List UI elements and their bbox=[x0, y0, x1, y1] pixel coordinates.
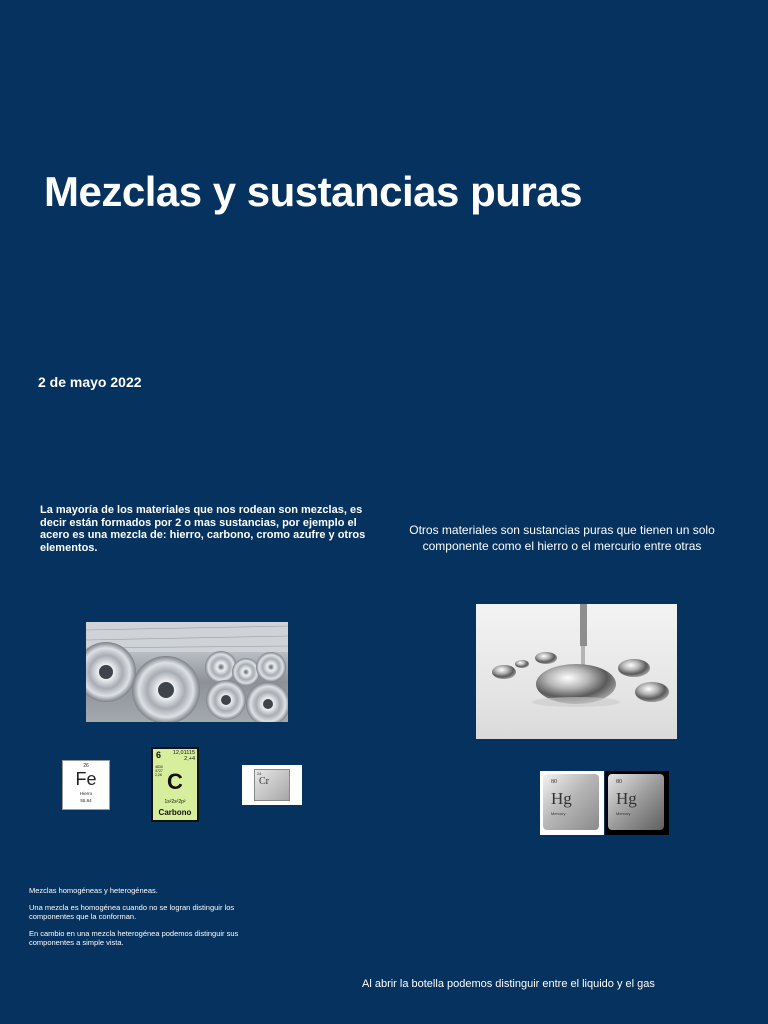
mixtures-paragraph bbox=[40, 504, 370, 554]
carbon-mass-value: 12,01115 bbox=[172, 750, 195, 756]
carbon-electron-config: 1s²2s²2p² bbox=[164, 799, 186, 805]
carbon-prop-3: 2,26 bbox=[155, 773, 162, 777]
mercury-tile-face bbox=[543, 774, 599, 830]
carbon-element-tile bbox=[151, 747, 199, 822]
mercury-symbol: Hg bbox=[551, 789, 572, 808]
iron-mass: 55.84 bbox=[80, 798, 92, 803]
carbon-prop-2: 3727 bbox=[155, 769, 163, 773]
pure-substances-paragraph: Otros materiales son sustancias puras que tienen un solo componente como el hierro o el mercurio entre otras bbox=[409, 523, 715, 553]
mixtures-keyword: mezclas bbox=[301, 504, 344, 516]
mercury-name: Mercury bbox=[551, 811, 566, 816]
mercury-tile-face bbox=[608, 774, 664, 830]
carbon-name: Carbono bbox=[158, 808, 192, 817]
bottle-caption: Al abrir la botella podemos distinguir entre el liquido y el gas bbox=[362, 978, 655, 990]
mixtures-text-end: , es decir están formados por 2 o mas sustancias, por ejemplo el acero es una mezcla de: hierro, carbono, cromo azufre y otros elementos. bbox=[40, 504, 366, 554]
carbon-oxidation-states: 2,+4 bbox=[184, 756, 195, 762]
mixture-types-heading: Mezclas homogéneas y heterogéneas. bbox=[29, 886, 158, 895]
mercury-symbol: Hg bbox=[616, 789, 637, 808]
chromium-atomic-number: 24 bbox=[257, 771, 262, 776]
mercury-drops-image bbox=[476, 604, 677, 739]
mercury-name: Mercury bbox=[616, 811, 631, 816]
mercury-element-tile-dark bbox=[605, 771, 669, 835]
mercury-atomic-number: 80 bbox=[616, 779, 622, 785]
mixture-types-section bbox=[29, 886, 279, 955]
chromium-element-tile bbox=[242, 765, 302, 805]
homogeneous-paragraph: Una mezcla es homogénea cuando no se logran distinguir los componentes que la conforman. bbox=[29, 903, 235, 921]
iron-name: Hierro bbox=[79, 791, 93, 796]
mixtures-text-start: La mayoría de los materiales que nos rodean son bbox=[40, 504, 302, 516]
carbon-atomic-number: 6 bbox=[156, 750, 162, 760]
page-title: Mezclas y sustancias puras bbox=[44, 168, 582, 215]
heterogeneous-paragraph: En cambio en una mezcla heterogénea podemos distinguir sus componentes a simple vista. bbox=[29, 929, 239, 947]
mercury-atomic-number: 80 bbox=[551, 779, 557, 785]
date-label: 2 de mayo 2022 bbox=[38, 374, 142, 390]
steel-coils-image bbox=[86, 622, 288, 722]
carbon-prop-1: 4830 bbox=[155, 765, 163, 769]
mercury-element-tile-light bbox=[540, 771, 604, 835]
iron-element-tile bbox=[62, 760, 110, 810]
iron-symbol: Fe bbox=[75, 769, 97, 789]
carbon-mass bbox=[173, 750, 195, 762]
chromium-tile-face bbox=[254, 769, 290, 801]
chromium-symbol: Cr bbox=[259, 776, 269, 787]
iron-atomic-number: 26 bbox=[83, 763, 89, 769]
carbon-symbol: C bbox=[167, 769, 183, 794]
